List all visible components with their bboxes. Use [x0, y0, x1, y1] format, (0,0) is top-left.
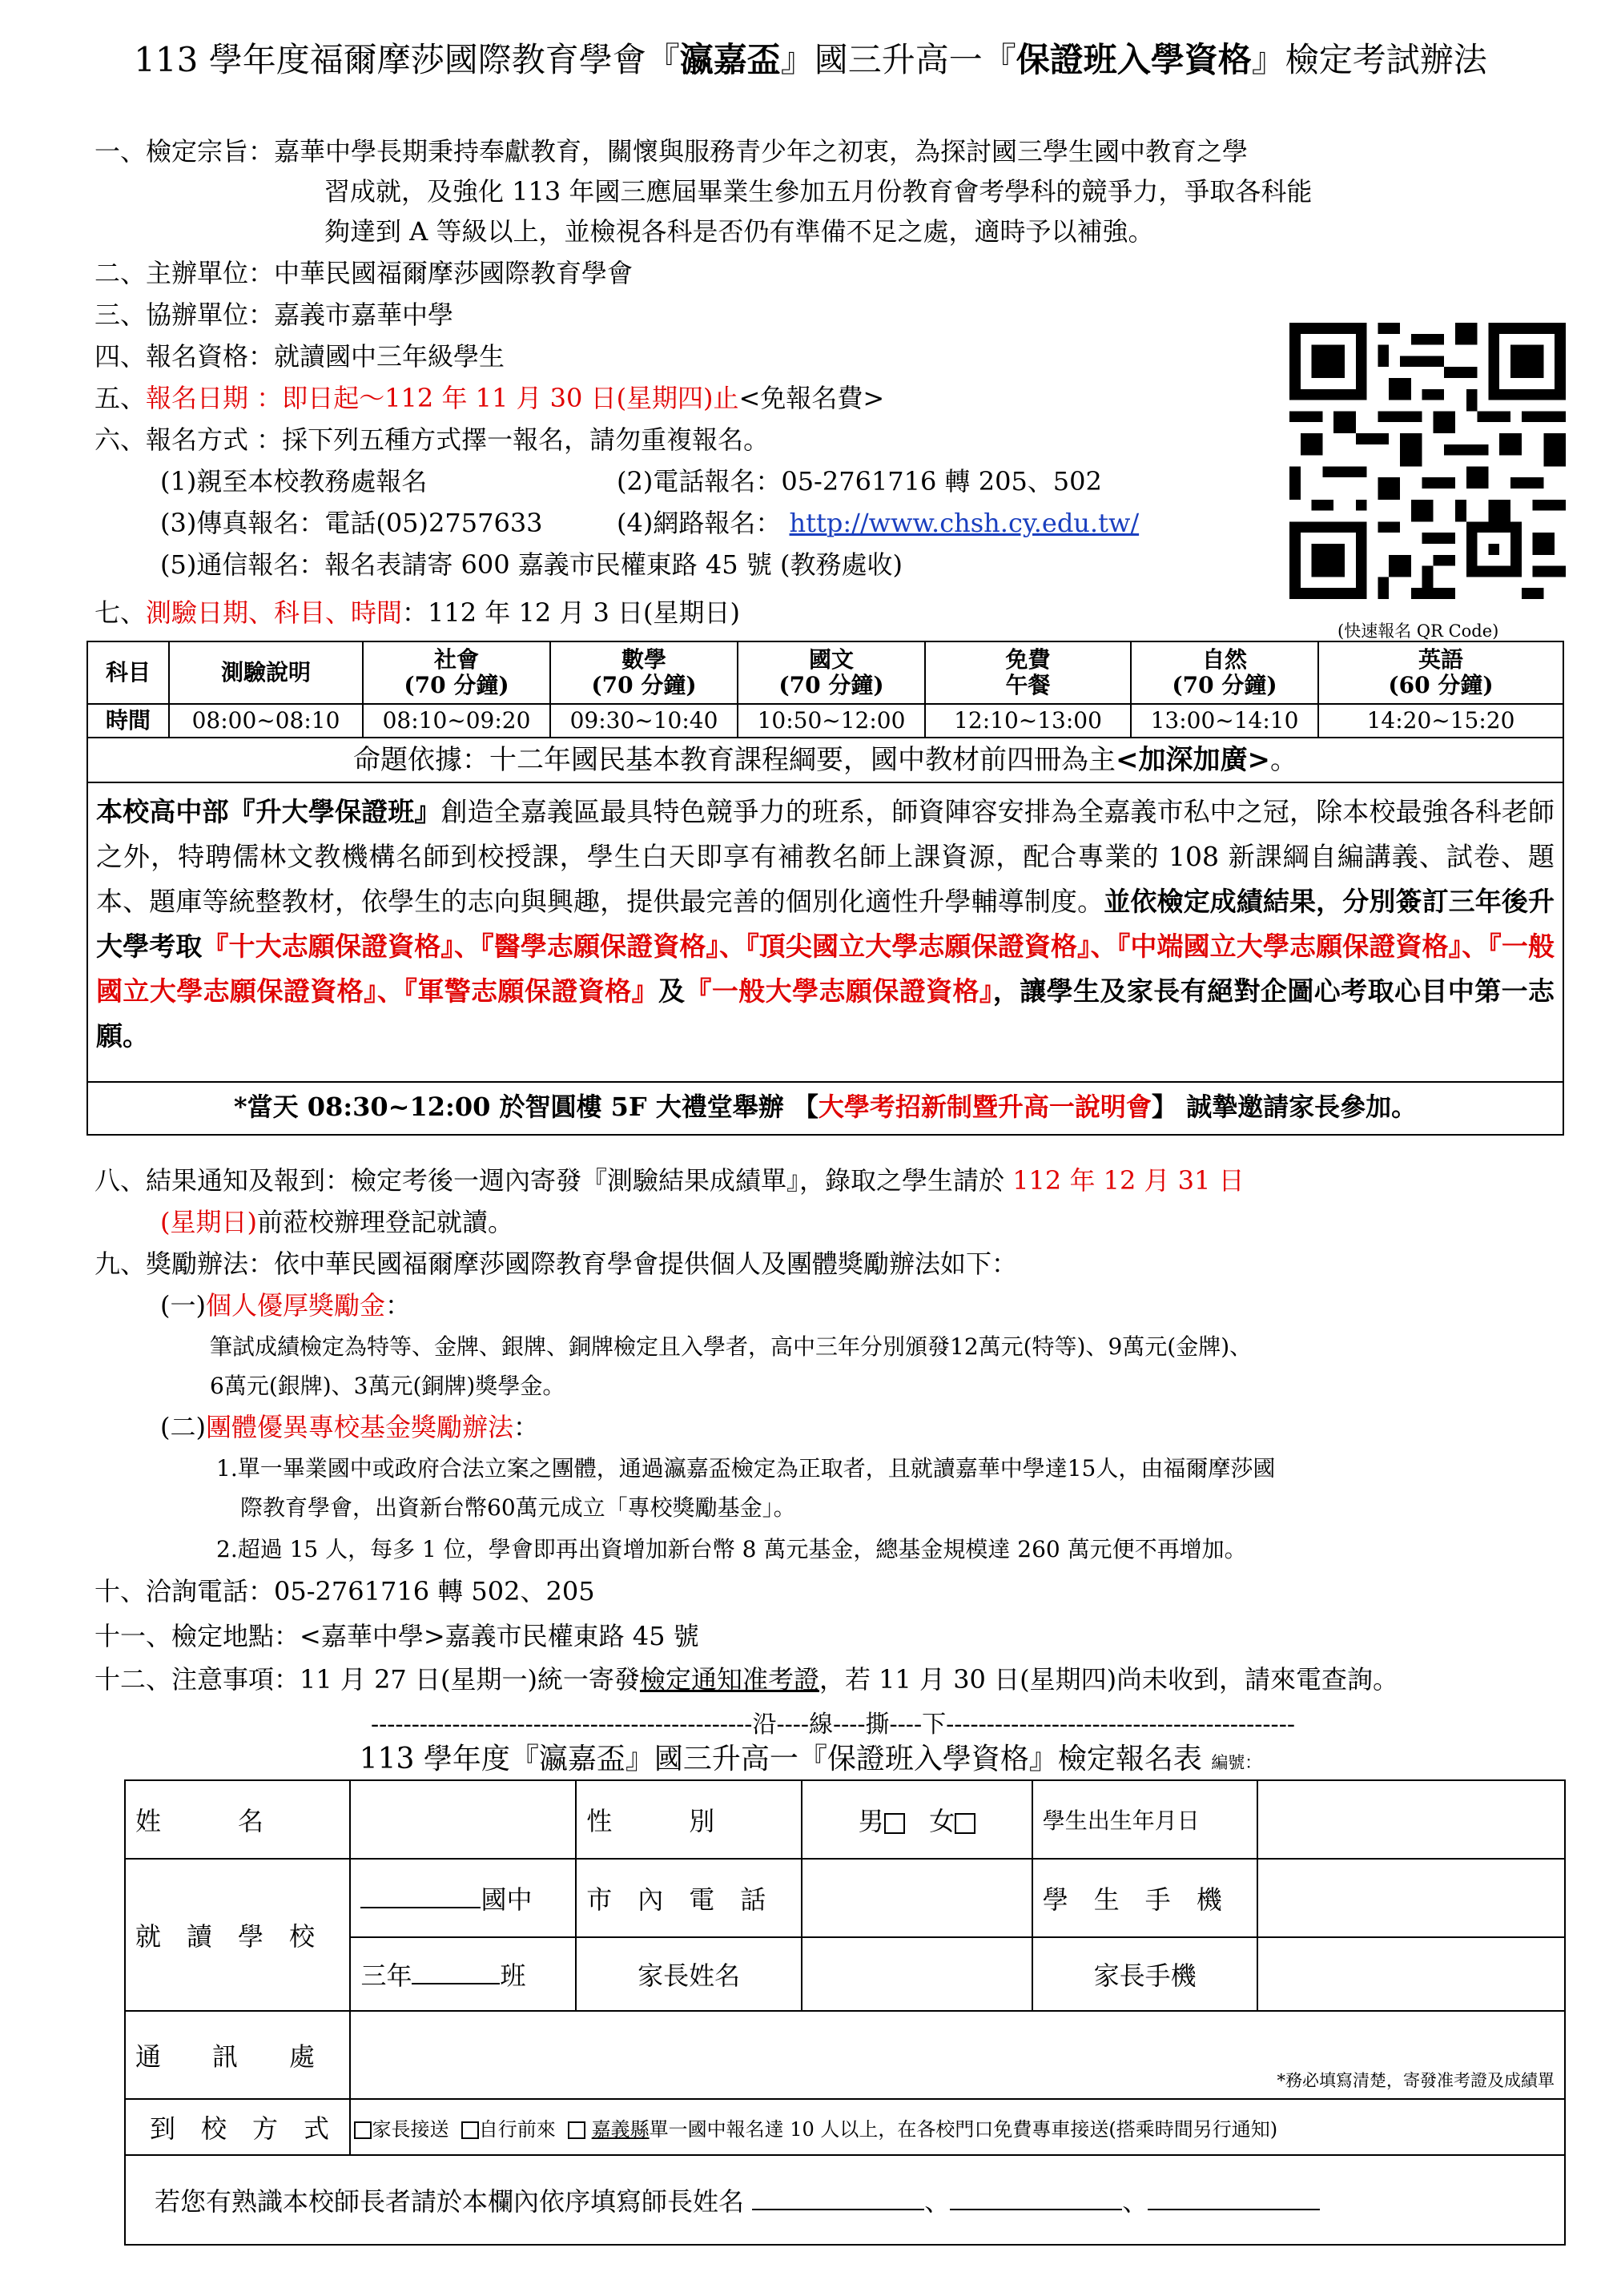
section-purpose-line3: 夠達到 A 等級以上，並檢視各科是否仍有準備不足之處，適時予以補強。 [324, 216, 1154, 247]
section-organizer: 二、主辦單位：中華民國福爾摩莎國際教育學會 [95, 258, 634, 288]
gender-label: 性 別 [576, 1780, 802, 1859]
time-cell: 10:50~12:00 [738, 704, 925, 738]
shuttle-checkbox[interactable] [568, 2121, 585, 2139]
time-cell: 08:10~09:20 [363, 704, 550, 738]
teacher-blank-3[interactable] [1148, 2209, 1320, 2210]
form-row-school [125, 1859, 1565, 1937]
teacher-blank-2[interactable] [950, 2209, 1122, 2210]
cut-line: -----------------------------------------------沿----線----撕----下------------------------------------------- [371, 1711, 1295, 1739]
address-note: *務必填寫清楚，寄發准考證及成績單 [1277, 2071, 1555, 2090]
section-notes: 十二、注意事項：11 月 27 日(星期一)統一寄發檢定通知准考證，若 11 月 30 日(星期四)尚未收到，請來電查詢。 [95, 1664, 1399, 1695]
name-input[interactable] [350, 1780, 576, 1859]
form-title: 113 學年度『瀛嘉盃』國三升高一『保證班入學資格』檢定報名表 編號： [359, 1743, 1262, 1775]
reward-individual-line1: 筆試成績檢定為特等、金牌、銀牌、銅牌檢定且入學者，高中三年分別頒發12萬元(特等)、9萬元(金牌)、 [210, 1333, 1253, 1360]
method-online: (4)網路報名： http://www.chsh.cy.edu.tw/ [617, 508, 1140, 538]
method-mail: (5)通信報名：報名表請寄 600 嘉義市民權東路 45 號 (教務處收) [160, 549, 903, 580]
reward-group-line3: 2.超過 15 人，每多 1 位，學會即再出資增加新台幣 8 萬元基金，總基金規模達 260 萬元便不再增加。 [216, 1536, 1247, 1562]
form-row-address [125, 2011, 1565, 2099]
address-input[interactable] [350, 2011, 1565, 2099]
reward-group-line1: 1.單一畢業國中或政府合法立案之團體，通過瀛嘉盃檢定為正取者，且就讀嘉華中學達15人，由福爾摩莎國 [216, 1455, 1276, 1482]
address-label: 通 訊 處 [125, 2011, 350, 2099]
parent-name-input[interactable] [802, 1937, 1032, 2011]
section-contact-phone: 十、洽詢電話：05-2761716 轉 502、205 [95, 1576, 595, 1606]
header-chinese: 國文 (70 分鐘) [738, 641, 925, 704]
school-name-input[interactable]: 國中 [350, 1859, 576, 1937]
form-row-transport [125, 2099, 1565, 2155]
female-checkbox[interactable] [955, 1813, 975, 1834]
birth-input[interactable] [1257, 1780, 1565, 1859]
form-number-label: 編號： [1211, 1753, 1262, 1772]
method-in-person: (1)親至本校教務處報名 [160, 466, 428, 497]
method-phone: (2)電話報名：05-2761716 轉 205、502 [617, 466, 1102, 497]
reward-individual-line2: 6萬元(銀牌)、3萬元(銅牌)獎學金。 [210, 1373, 565, 1399]
form-row-teacher [125, 2155, 1565, 2245]
school-label: 就 讀 學 校 [125, 1859, 350, 2011]
name-label: 姓 名 [125, 1780, 350, 1859]
parent-name-label: 家長姓名 [576, 1937, 802, 2011]
header-social: 社會 (70 分鐘) [363, 641, 550, 704]
parent-mobile-input[interactable] [1257, 1937, 1565, 2011]
section-purpose-line1: 一、檢定宗旨：嘉華中學長期秉持奉獻教育，關懷與服務青少年之初衷，為探討國三學生國中教育之學 [95, 136, 1249, 167]
promo-box: 本校高中部『升大學保證班』創造全嘉義區最具特色競爭力的班系，師資陣容安排為全嘉義市私中之冠，除本校最強各科老師之外，特聘儒林文教機構名師到校授課，學生白天即享有補教名師上課資源，配合專業的 108 新課綱自編講義、試卷、題本、題庫等統整教材，依學生的志向與興趣，提供最完善的個別化適性升學輔導制度。並依檢定成績結果，分別簽訂三年後升大學考取『十大志願保證資格』、『醫學志願保證資格』、『頂尖國立大學志願保證資格』、『中端國立大學志願保證資格』、『一般國立大學志願保證資格』、『軍警志願保證資格』及『一般大學志願保證資格』，讓學生及家長有絕對企圖心考取心目中第一志願。 [86, 783, 1564, 1083]
parent-mobile-label: 家長手機 [1032, 1937, 1258, 2011]
time-cell: 12:10~13:00 [925, 704, 1131, 738]
time-cell: 09:30~10:40 [550, 704, 738, 738]
header-lunch: 免費 午餐 [925, 641, 1131, 704]
time-cell: 08:00~08:10 [169, 704, 363, 738]
mobile-label: 學 生 手 機 [1032, 1859, 1258, 1937]
header-science: 自然 (70 分鐘) [1131, 641, 1318, 704]
time-cell: 14:20~15:20 [1318, 704, 1563, 738]
header-english: 英語 (60 分鐘) [1318, 641, 1563, 704]
schedule-header-row [87, 641, 1563, 704]
gender-options: 男 女 [802, 1780, 1032, 1859]
teacher-blank-1[interactable] [752, 2209, 924, 2210]
male-checkbox[interactable] [884, 1813, 905, 1834]
section-test-date: 七、測驗日期、科目、時間：112 年 12 月 3 日(星期日) [95, 597, 741, 628]
parent-pickup-checkbox[interactable] [354, 2121, 372, 2139]
section-co-organizer: 三、協辦單位：嘉義市嘉華中學 [95, 300, 454, 330]
self-arrive-checkbox[interactable] [461, 2121, 479, 2139]
section-rewards: 九、獎勵辦法：依中華民國福爾摩莎國際教育學會提供個人及團體獎勵辦法如下： [95, 1249, 1018, 1279]
qr-code[interactable] [1289, 323, 1566, 599]
page-title: 113 學年度福爾摩莎國際教育學會『瀛嘉盃』國三升高一『保證班入學資格』檢定考試辦法 [134, 40, 1487, 79]
header-subject: 科目 [87, 641, 169, 704]
registration-form [124, 1779, 1566, 2246]
section-result-line1: 八、結果通知及報到：檢定考後一週內寄發『測驗結果成績單』，錄取之學生請於 112 年 12 月 31 日 [95, 1165, 1245, 1196]
qr-caption: (快速報名 QR Code) [1337, 621, 1499, 641]
class-input[interactable]: 三年 班 [350, 1937, 576, 2011]
birth-label: 學生出生年月日 [1032, 1780, 1258, 1859]
section-result-line2: (星期日)前蒞校辦理登記就讀。 [160, 1207, 513, 1237]
phone-input[interactable] [802, 1859, 1032, 1937]
schedule-time-row [87, 704, 1563, 738]
section-registration-methods: 六、報名方式 ：採下列五種方式擇一報名，請勿重複報名。 [95, 424, 770, 455]
transport-label: 到 校 方 式 [125, 2099, 350, 2155]
method-fax: (3)傳真報名：電話(05)2757633 [160, 508, 543, 538]
registration-link[interactable]: http://www.chsh.cy.edu.tw/ [789, 508, 1140, 538]
reward-group-line2: 際教育學會，出資新台幣60萬元成立「專校獎勵基金」。 [240, 1494, 796, 1521]
header-instructions: 測驗說明 [169, 641, 363, 704]
exam-basis: 命題依據：十二年國民基本教育課程綱要，國中教材前四冊為主<加深加廣>。 [86, 738, 1564, 783]
schedule-table [86, 641, 1564, 738]
section-registration-date: 五、報名日期 ：即日起～112 年 11 月 30 日(星期四)止<免報名費> [95, 383, 885, 413]
phone-label: 市 內 電 話 [576, 1859, 802, 1937]
time-cell: 13:00~14:10 [1131, 704, 1318, 738]
transport-options: 家長接送 自行前來 嘉義縣單一國中報名達 10 人以上，在各校門口免費專車接送(搭乘時間另行通知) [350, 2099, 1565, 2155]
form-row-name [125, 1780, 1565, 1859]
mobile-input[interactable] [1257, 1859, 1565, 1937]
section-eligibility: 四、報名資格：就讀國中三年級學生 [95, 341, 505, 372]
header-math: 數學 (70 分鐘) [550, 641, 738, 704]
teacher-row: 若您有熟識本校師長者請於本欄內依序填寫師長姓名 、 、 [125, 2155, 1565, 2245]
reward-individual-heading: (一)個人優厚獎勵金： [160, 1290, 412, 1321]
reward-group-heading: (二)團體優異專校基金獎勵辦法： [160, 1412, 540, 1442]
section-purpose-line2: 習成就，及強化 113 年國三應屆畢業生參加五月份教育會考學科的競爭力，爭取各科能 [324, 176, 1313, 207]
briefing-notice: *當天 08:30~12:00 於智圓樓 5F 大禮堂舉辦 【大學考招新制暨升高一說明會】 誠摯邀請家長參加。 [86, 1083, 1564, 1136]
section-location: 十一、檢定地點：<嘉華中學>嘉義市民權東路 45 號 [95, 1621, 699, 1651]
time-label: 時間 [87, 704, 169, 738]
